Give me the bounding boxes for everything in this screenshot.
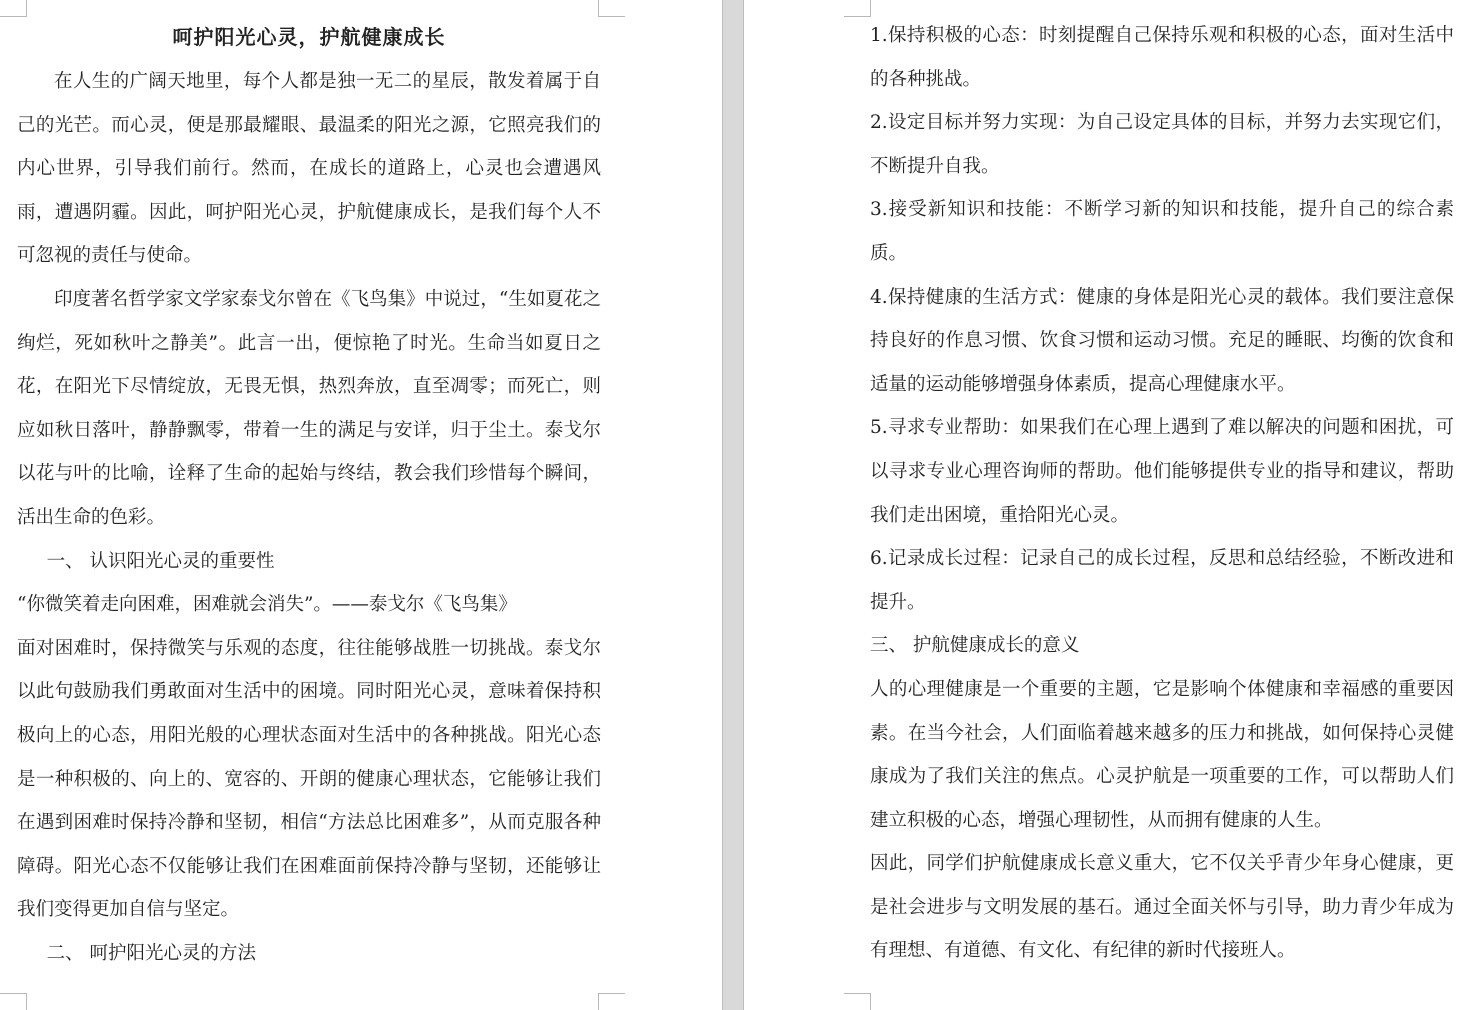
tagore-paragraph: 印度著名哲学家文学家泰戈尔曾在《飞鸟集》中说过，“生如夏花之绚烂，死如秋叶之静美”。此言一出，便惊艳了时光。生命当如夏日之花，在阳光下尽情绽放，无畏无惧，热烈奔放，直至凋零；而死亡，则应如秋日落叶，静静飘零，带着一生的满足与安详，归于尘土。泰戈尔以花与叶的比喻，诠释了生命的起始与终结，教会我们珍惜每个瞬间，活出生命的色彩。 xyxy=(17,288,601,528)
section-2-heading: 二、 呵护阳光心灵的方法 xyxy=(46,942,256,964)
section-3-heading: 三、 护航健康成长的意义 xyxy=(870,635,1080,657)
method-item-3: 3.接受新知识和技能：不断学习新的知识和技能，提升自己的综合素质。 xyxy=(870,199,1454,264)
corner-mark xyxy=(598,0,625,17)
document-page-right xyxy=(744,0,1472,1010)
intro-paragraph: 在人生的广阔天地里，每个人都是独一无二的星辰，散发着属于自己的光芒。而心灵，便是那最耀眼、最温柔的阳光之源，它照亮我们的内心世界，引导我们前行。然而，在成长的道路上，心灵也会遭遇风雨，遭遇阴霾。因此，呵护阳光心灵，护航健康成长，是我们每个人不可忽视的责任与使命。 xyxy=(17,71,601,267)
section-3-paragraph-1: 人的心理健康是一个重要的主题，它是影响个体健康和幸福感的重要因素。在当今社会，人们面临着越来越多的压力和挑战，如何保持心灵健康成为了我们关注的焦点。心灵护航是一项重要的工作，可以帮助人们建立积极的心态，增强心理韧性，从而拥有健康的人生。 xyxy=(870,678,1454,831)
quote-line: “你微笑着走向困难，困难就会消失”。——泰戈尔《飞鸟集》 xyxy=(17,594,517,616)
corner-mark xyxy=(0,993,27,1010)
method-item-6: 6.记录成长过程：记录自己的成长过程，反思和总结经验，不断改进和提升。 xyxy=(870,548,1454,613)
page-edge xyxy=(722,0,723,1010)
page-text-area[interactable] xyxy=(17,14,601,975)
section-1-heading: 一、 认识阳光心灵的重要性 xyxy=(46,550,275,572)
document-title: 呵护阳光心灵，护航健康成长 xyxy=(172,25,446,49)
page-gap xyxy=(722,0,744,1010)
page-text-area[interactable] xyxy=(870,14,1454,973)
method-item-2: 2.设定目标并努力实现：为自己设定具体的目标，并努力去实现它们，不断提升自我。 xyxy=(870,112,1454,177)
section-1-paragraph: 面对困难时，保持微笑与乐观的态度，往往能够战胜一切挑战。泰戈尔以此句鼓励我们勇敢面对生活中的困境。同时阳光心灵，意味着保持积极向上的心态，用阳光般的心理状态面对生活中的各种挑战。阳光心态是一种积极的、向上的、宽容的、开朗的健康心理状态，它能够让我们在遇到困难时保持冷静和坚韧，相信“方法总比困难多”，从而克服各种障碍。阳光心态不仅能够让我们在困难面前保持冷静与坚韧，还能够让我们变得更加自信与坚定。 xyxy=(17,637,601,921)
method-item-4: 4.保持健康的生活方式：健康的身体是阳光心灵的载体。我们要注意保持良好的作息习惯、饮食习惯和运动习惯。充足的睡眠、均衡的饮食和适量的运动能够增强身体素质，提高心理健康水平。 xyxy=(870,286,1454,395)
corner-mark xyxy=(844,0,871,17)
section-3-paragraph-2: 因此，同学们护航健康成长意义重大，它不仅关乎青少年身心健康，更是社会进步与文明发展的基石。通过全面关怀与引导，助力青少年成为有理想、有道德、有文化、有纪律的新时代接班人。 xyxy=(870,853,1454,962)
document-page-left xyxy=(0,0,722,1010)
corner-mark xyxy=(598,993,625,1010)
corner-mark xyxy=(844,993,871,1010)
method-item-5: 5.寻求专业帮助：如果我们在心理上遇到了难以解决的问题和困扰，可以寻求专业心理咨询师的帮助。他们能够提供专业的指导和建议，帮助我们走出困境，重拾阳光心灵。 xyxy=(870,417,1454,526)
method-item-1: 1.保持积极的心态：时刻提醒自己保持乐观和积极的心态，面对生活中的各种挑战。 xyxy=(870,25,1454,90)
